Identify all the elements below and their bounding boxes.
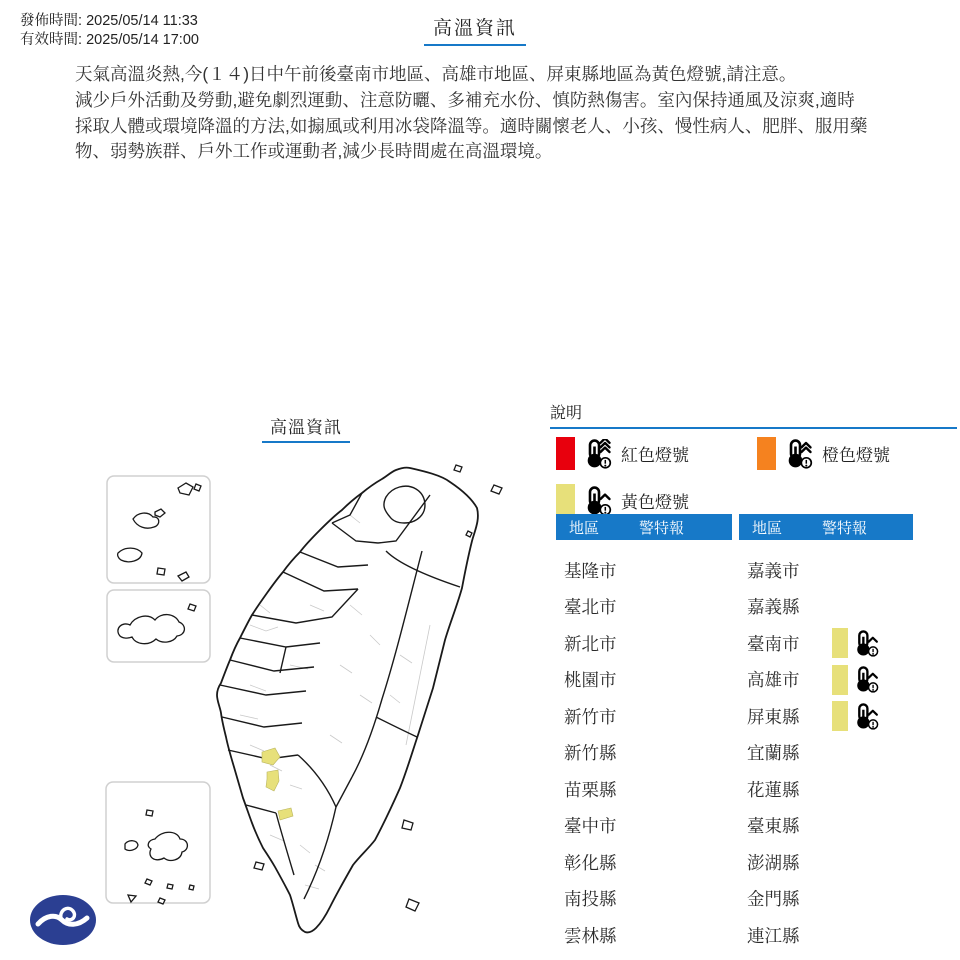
inset-kinmen [107,590,210,662]
yellow-signal-badge [832,701,880,731]
table-row [556,808,732,845]
region-name: 南投縣 [564,889,617,910]
region-name: 臺南市 [747,633,800,654]
region-name: 連江縣 [747,925,800,946]
region-name: 嘉義縣 [747,597,800,618]
table-row [739,552,913,589]
legend [550,400,957,517]
inset-penghu [106,782,210,904]
region-name: 新竹縣 [564,743,617,764]
table-row [739,844,913,881]
region-name: 嘉義市 [747,560,800,581]
region-name: 苗栗縣 [564,779,617,800]
region-name: 屏東縣 [747,706,800,727]
map-title: 高溫資訊 [262,413,350,443]
table-row [556,625,732,662]
table-row [556,881,732,918]
table-row [739,808,913,845]
orange-signal-swatch [757,437,776,470]
advisory-line: 採取人體或環境降溫的方法,如搧風或利用冰袋降溫等。適時關懷老人、小孩、慢性病人、肥胖、服用藥 [75,115,868,136]
region-name: 臺北市 [564,597,617,618]
cwb-logo [28,893,98,947]
table-rows [556,552,732,954]
thermometer-orange-icon [784,439,814,469]
table-row [739,771,913,808]
column-header-region: 地區 [752,519,783,537]
region-table-right [739,514,913,954]
yellow-signal-swatch [556,484,575,517]
inset-matsu [107,476,210,583]
region-table-left [556,514,732,954]
region-name: 雲林縣 [564,925,617,946]
table-row [556,589,732,626]
yellow-signal-badge [832,665,880,695]
table-row [556,917,732,954]
legend-label: 橙色燈號 [822,446,890,465]
legend-label: 黃色燈號 [621,493,689,512]
table-row [556,844,732,881]
legend-item-orange [757,437,890,470]
column-header-warning: 警特報 [822,519,868,537]
region-name: 基隆市 [564,560,617,581]
table-row [739,625,913,662]
table-rows [739,552,913,954]
region-name: 花蓮縣 [747,779,800,800]
valid-time: 有效時間: 2025/05/14 17:00 [20,32,199,48]
legend-item-red [556,437,689,470]
region-name: 宜蘭縣 [747,743,800,764]
region-name: 新竹市 [564,706,617,727]
table-row [739,698,913,735]
region-name: 高雄市 [747,670,800,691]
region-name: 桃園市 [564,670,617,691]
advisory-line: 天氣高溫炎熱,今(１４)日中午前後臺南市地區、高雄市地區、屏東縣地區為黃色燈號,請注意。 [75,64,797,84]
region-name: 澎湖縣 [747,852,800,873]
legend-item-yellow [556,484,689,517]
yellow-signal-swatch [832,628,848,658]
table-row [739,917,913,954]
column-header-region: 地區 [569,519,600,537]
yellow-signal-swatch [832,701,848,731]
thermometer-warning-icon [853,703,880,730]
legend-items [550,429,957,517]
region-name: 新北市 [564,633,617,654]
table-header [739,514,913,540]
taiwan-map [100,455,545,950]
advisory-line: 減少戶外活動及勞動,避免劇烈運動、注意防曬、多補充水份、慎防熱傷害。室內保持通風及涼爽,適時 [75,89,855,110]
legend-label: 紅色燈號 [621,446,689,465]
table-row [556,698,732,735]
yellow-signal-badge [832,628,880,658]
advisory-text [75,62,893,165]
advisory-line: 物、弱勢族群、戶外工作或運動者,減少長時間處在高溫環境。 [75,141,553,162]
thermometer-yellow-icon [583,486,613,516]
table-row [739,735,913,772]
region-name: 臺中市 [564,816,617,837]
table-header [556,514,732,540]
region-name: 金門縣 [747,889,800,910]
thermometer-warning-icon [853,630,880,657]
table-row [739,881,913,918]
yellow-signal-swatch [832,665,848,695]
red-signal-swatch [556,437,575,470]
region-name: 臺東縣 [747,816,800,837]
thermometer-red-icon [583,439,613,469]
page-title: 高溫資訊 [424,13,526,46]
column-header-warning: 警特報 [639,519,685,537]
table-row [739,662,913,699]
table-row [556,735,732,772]
table-row [739,589,913,626]
publish-time: 發佈時間: 2025/05/14 11:33 [20,13,198,29]
thermometer-warning-icon [853,666,880,693]
table-row [556,552,732,589]
region-name: 彰化縣 [564,852,617,873]
table-row [556,662,732,699]
table-row [556,771,732,808]
issue-times [20,12,199,50]
legend-title: 說明 [550,400,957,429]
